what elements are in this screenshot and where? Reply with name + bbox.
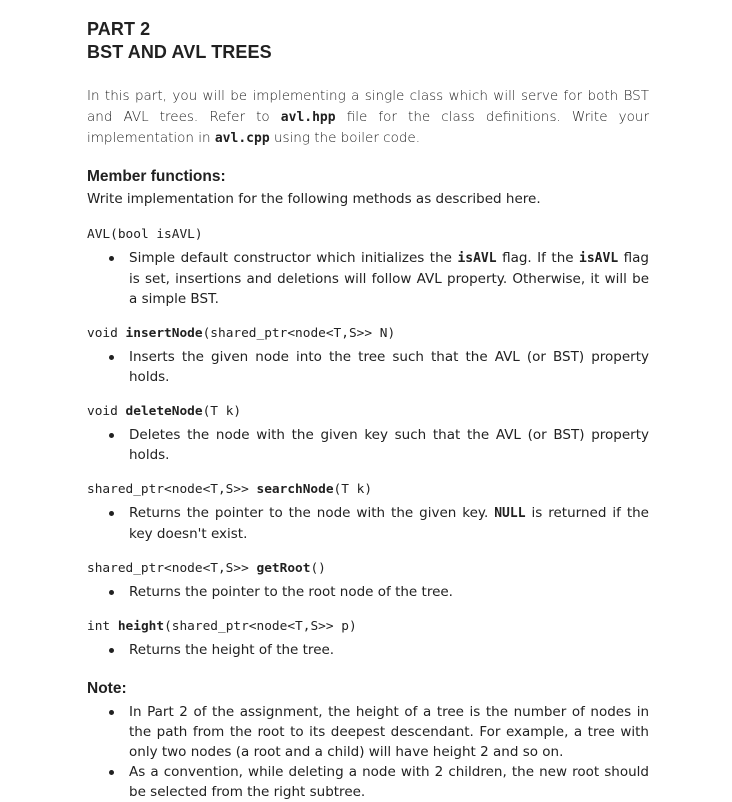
method-signature-deletenode: void deleteNode(T k): [87, 404, 242, 419]
method-description: Deletes the node with the given key such that the AVL (or BST) property holds.: [129, 427, 649, 463]
method-description: Inserts the given node into the tree such that the AVL (or BST) property holds.: [129, 349, 649, 385]
method-signature-insertnode: void insertNode(shared_ptr<node<T,S>> N): [87, 326, 396, 341]
note-item: As a convention, while deleting a node with 2 children, the new root should be selected from the right subtree.: [129, 764, 649, 800]
member-functions-heading: Member functions:: [87, 168, 226, 185]
method-description: Returns the pointer to the node with the given key. NULL is returned if the key doesn't exist.: [129, 505, 649, 542]
note-item: In Part 2 of the assignment, the height of a tree is the number of nodes in the path from the root to its deepest descendant. For example, a tree with only two nodes (a root and a child) will have height 2 and so on.: [129, 704, 649, 760]
file-name-cpp: avl.cpp: [214, 131, 270, 146]
method-description: Returns the pointer to the root node of the tree.: [129, 582, 649, 602]
method-description-list: [87, 248, 649, 309]
method-signature-avl: AVL(bool isAVL): [87, 227, 203, 242]
note-list: [87, 702, 649, 802]
part-title: PART 2: [87, 19, 151, 39]
method-signature-getroot: shared_ptr<node<T,S>> getRoot(): [87, 561, 326, 576]
document-page: [87, 18, 649, 802]
method-description: Simple default constructor which initializes the isAVL flag. If the isAVL flag is set, insertions and deletions will follow AVL property. Otherwise, it will be a simple BST.: [129, 250, 649, 307]
method-signature-height: int height(shared_ptr<node<T,S>> p): [87, 619, 357, 634]
method-signature-searchnode: shared_ptr<node<T,S>> searchNode(T k): [87, 482, 373, 497]
intro-paragraph: In this part, you will be implementing a single class which will serve for both BST and AVL trees. Refer to avl.hpp file for the class definitions. Write your implementation in avl.cpp using the boiler code.: [87, 88, 649, 146]
file-name-hpp: avl.hpp: [280, 110, 336, 125]
method-description: Returns the height of the tree.: [129, 640, 649, 660]
note-heading: Note:: [87, 680, 127, 697]
member-functions-subtitle: Write implementation for the following methods as described here.: [87, 191, 541, 207]
section-title: BST AND AVL TREES: [87, 42, 272, 62]
